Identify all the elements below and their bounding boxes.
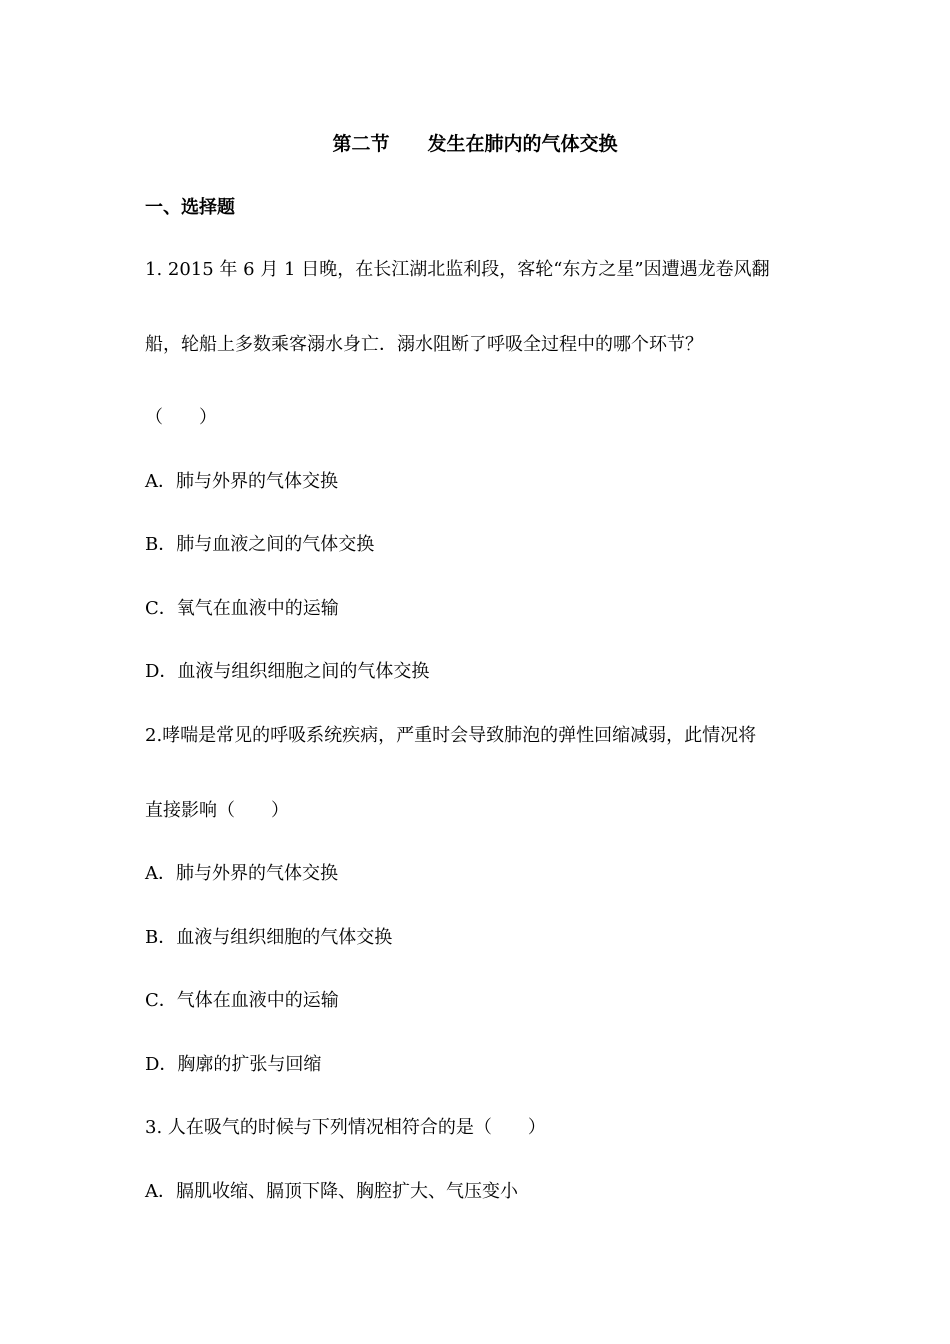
question-1-option-a: A．肺与外界的气体交换 (145, 471, 338, 492)
question-1-answer-blank: （ ） (145, 407, 217, 428)
question-2-option-a: A．肺与外界的气体交换 (145, 863, 338, 884)
document-title: 第二节 发生在肺内的气体交换 (332, 133, 618, 155)
section-heading: 一、选择题 (145, 197, 235, 218)
question-3-option-a: A．膈肌收缩、膈顶下降、胸腔扩大、气压变小 (145, 1181, 518, 1202)
question-1-stem-line-1: 1. 2015 年 6 月 1 日晚，在长江湖北监利段，客轮“东方之星”因遭遇龙卷风翻 (145, 259, 770, 280)
question-1-stem-line-2: 船，轮船上多数乘客溺水身亡．溺水阻断了呼吸全过程中的哪个环节？ (145, 334, 703, 355)
question-2-option-d: D．胸廓的扩张与回缩 (145, 1054, 322, 1075)
question-1-option-b: B．肺与血液之间的气体交换 (145, 534, 375, 555)
question-2-option-c: C．气体在血液中的运输 (145, 990, 339, 1011)
question-1-option-c: C．氧气在血液中的运输 (145, 598, 339, 619)
question-2-stem-line-2: 直接影响（ ） (145, 800, 289, 821)
question-1-option-d: D．血液与组织细胞之间的气体交换 (145, 661, 430, 682)
question-3-stem-line-1: 3. 人在吸气的时候与下列情况相符合的是（ ） (145, 1117, 546, 1138)
question-2-stem-line-1: 2.哮喘是常见的呼吸系统疾病，严重时会导致肺泡的弹性回缩减弱，此情况将 (145, 725, 757, 746)
question-2-option-b: B．血液与组织细胞的气体交换 (145, 927, 393, 948)
